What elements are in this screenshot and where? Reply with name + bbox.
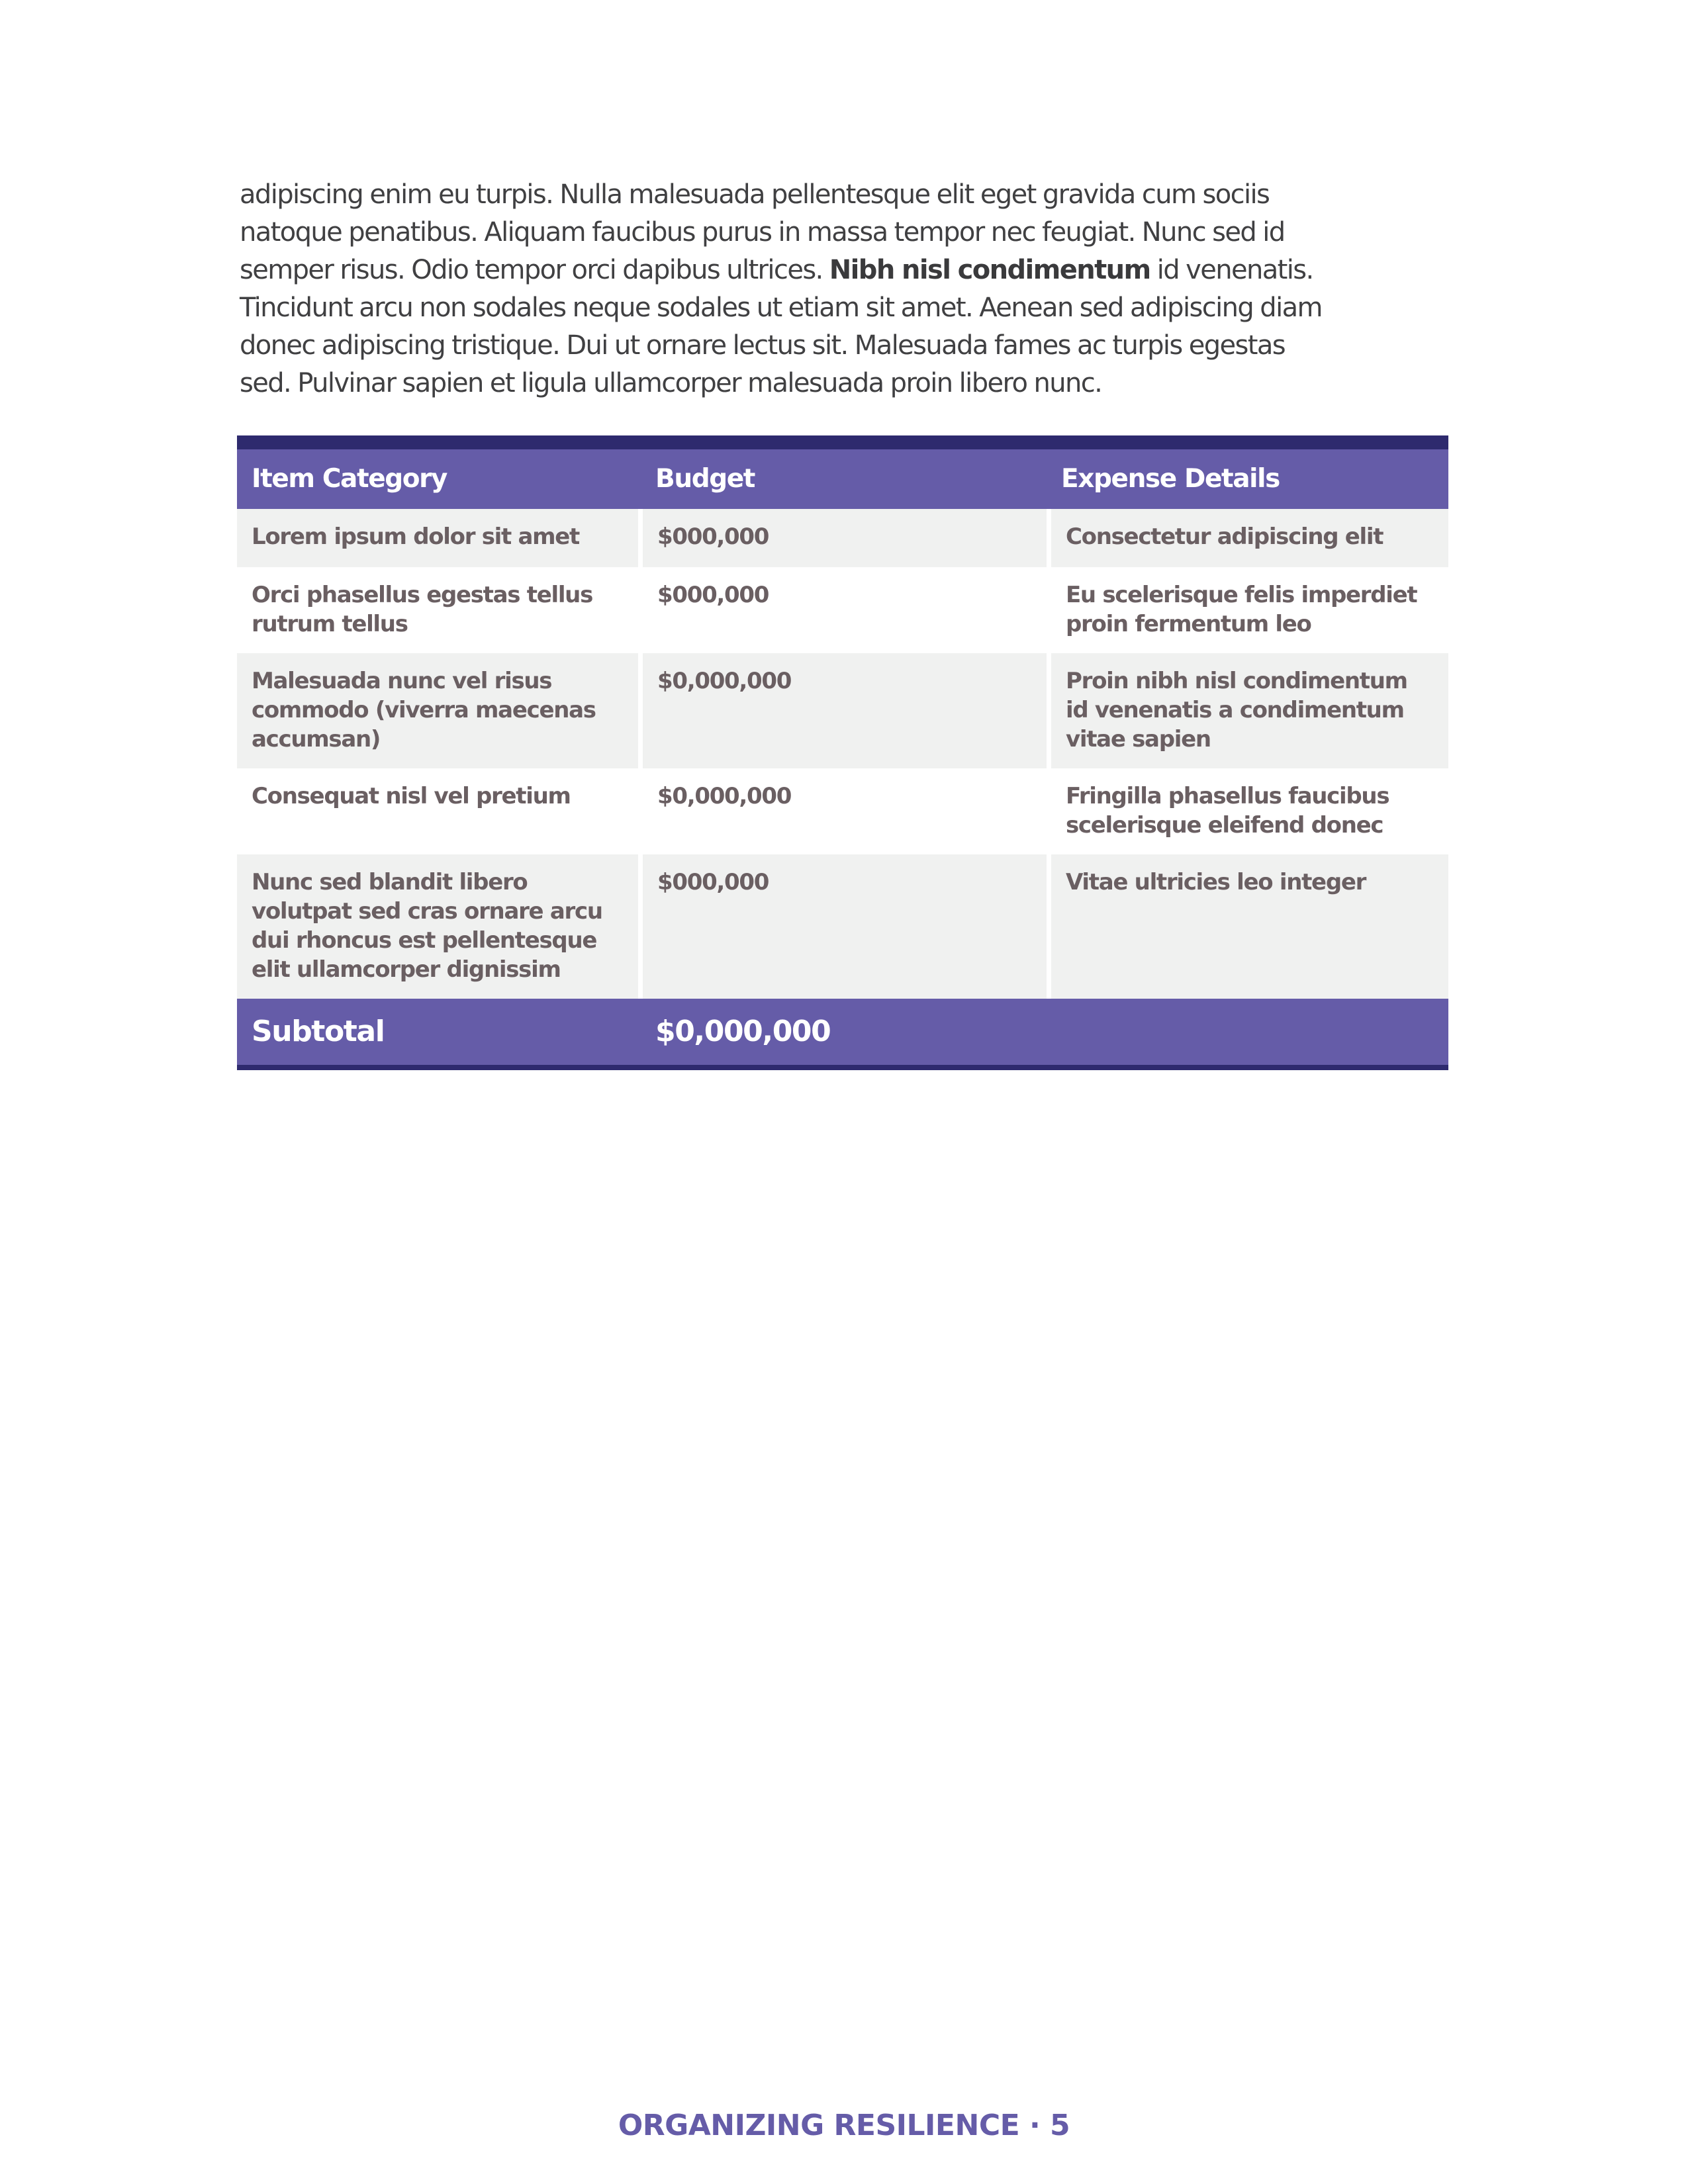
cell-budget: $0,000,000	[643, 768, 1047, 854]
table-row	[237, 854, 1448, 999]
cell-budget: $000,000	[643, 854, 1047, 999]
paragraph-line	[240, 251, 1458, 289]
table-bottom-bar	[237, 1065, 1448, 1070]
paragraph-line: adipiscing enim eu turpis. Nulla malesuada pellentesque elit eget gravida cum sociis	[240, 179, 1270, 210]
subtotal-row	[237, 999, 1448, 1065]
header-budget: Budget	[655, 464, 755, 494]
cell-category: Orci phasellus egestas tellus rutrum tellus	[237, 567, 638, 653]
cell-category: Consequat nisl vel pretium	[237, 768, 638, 854]
budget-table	[237, 435, 1448, 1070]
paragraph-line: donec adipiscing tristique. Dui ut ornare lectus sit. Malesuada fames ac turpis egestas	[240, 330, 1286, 361]
page-footer: ORGANIZING RESILIENCE · 5	[618, 2109, 1070, 2142]
cell-details: Proin nibh nisl condimentum id venenatis a condimentum vitae sapien	[1051, 653, 1448, 768]
paragraph-line: natoque penatibus. Aliquam faucibus purus in massa tempor nec feugiat. Nunc sed id	[240, 217, 1285, 248]
paragraph-line: sed. Pulvinar sapien et ligula ullamcorper malesuada proin libero nunc.	[240, 368, 1102, 398]
table-row	[237, 509, 1448, 567]
table-top-bar	[237, 435, 1448, 449]
cell-budget: $000,000	[643, 509, 1047, 567]
body-paragraph	[240, 176, 1458, 402]
paragraph-text: id venenatis.	[1150, 255, 1313, 285]
paragraph-text: semper risus. Odio tempor orci dapibus ultrices.	[240, 255, 829, 285]
subtotal-value: $0,000,000	[655, 1015, 831, 1048]
bold-phrase: Nibh nisl condimentum	[829, 255, 1150, 285]
table-row	[237, 653, 1448, 768]
header-item-category: Item Category	[252, 464, 447, 494]
cell-details: Fringilla phasellus faucibus scelerisque eleifend donec	[1051, 768, 1448, 854]
cell-category: Lorem ipsum dolor sit amet	[237, 509, 638, 567]
table-row	[237, 567, 1448, 653]
header-expense-details: Expense Details	[1061, 464, 1280, 494]
cell-details: Eu scelerisque felis imperdiet proin fermentum leo	[1051, 567, 1448, 653]
cell-category: Nunc sed blandit libero volutpat sed cras ornare arcu dui rhoncus est pellentesque elit ullamcorper dignissim	[237, 854, 638, 999]
cell-details: Vitae ultricies leo integer	[1051, 854, 1448, 999]
cell-details: Consectetur adipiscing elit	[1051, 509, 1448, 567]
cell-budget: $0,000,000	[643, 653, 1047, 768]
cell-budget: $000,000	[643, 567, 1047, 653]
table-header-row	[237, 449, 1448, 509]
cell-category: Malesuada nunc vel risus commodo (viverra maecenas accumsan)	[237, 653, 638, 768]
table-row	[237, 768, 1448, 854]
paragraph-line: Tincidunt arcu non sodales neque sodales ut etiam sit amet. Aenean sed adipiscing diam	[240, 293, 1322, 323]
subtotal-label: Subtotal	[252, 1015, 385, 1048]
subtotal-empty	[1047, 999, 1448, 1065]
